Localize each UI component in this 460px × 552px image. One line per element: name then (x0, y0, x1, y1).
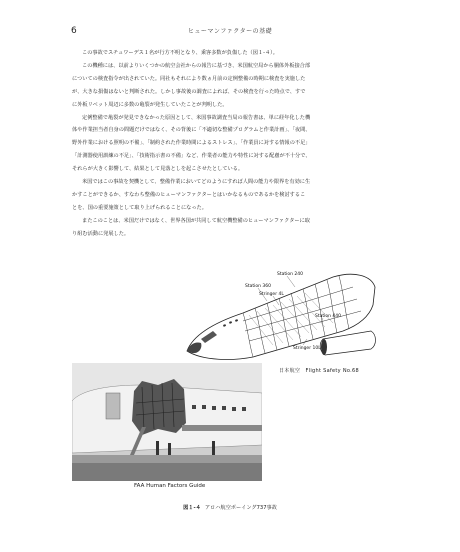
fuselage-cutaway-drawing (183, 265, 379, 361)
page-number: 6 (71, 26, 77, 36)
paragraph-line: かすことができるか、すなわち整備のヒューマンファクターとはいかなるものであるかを検討するこ (72, 191, 306, 198)
paragraph-line: 「計測器使用訓練の不足」、「技術指示書の不備」など、作業者の能力や特性に対する配慮が不十分で、 (72, 153, 311, 160)
paragraph-line: 定例整備で亀裂が発見できなかった原因として、米国事故調査当局の報告書は、単に経年化した機 (82, 114, 311, 121)
paragraph-line: に外板リベット周辺に多数の亀裂が発生していたことが判明した。 (72, 101, 228, 108)
running-head: ヒューマンファクターの基礎 (187, 28, 273, 35)
label-stringer-10l: Stringer 10L (293, 346, 321, 351)
paragraph-line: が、大きな損傷はないと判断された。しかし事故後の調査によれば、その検査を行った時点で、すで (72, 88, 306, 95)
engine-intake (321, 339, 327, 355)
label-station-360: Station 360 (245, 284, 272, 289)
credit-bottom: FAA Human Factors Guide (134, 483, 206, 489)
credit-top: 日本航空 Flight Safety No.68 (279, 368, 359, 374)
paragraph-line: それらが大きく影響して、結果として見落としを起こさせたとしている。 (72, 166, 244, 173)
label-station-240: Station 240 (277, 272, 304, 277)
body-text (72, 47, 388, 241)
aircraft-damage-photo (72, 363, 262, 481)
figure-caption (0, 504, 460, 511)
paragraph-line: 米国ではこの事故を契機として、整備作業においてどのようにすれば人間の能力や限界を有効に生 (82, 179, 311, 186)
engine-nacelle (320, 331, 375, 355)
paragraph-line: についての検査指令が出されていた。同社もそれにより数ヵ月前の定例整備の時期に検査を実施した (72, 75, 306, 82)
cockpit-window (201, 331, 217, 343)
paragraph-line: この事故でスチュワーデス１名が行方不明となり、乗客多数が負傷した（図１‐４）。 (82, 50, 278, 56)
caption-text: アロハ航空ボーイング737事故 (204, 505, 277, 511)
paragraph-line: この機種には、以前よりいくつかの航空会社からの報告に基づき、米国航空局から胴体外板接合部 (82, 62, 311, 69)
paragraph-line: とを、国の重要施策として取り上げられることになった。 (72, 204, 207, 211)
caption-number: 図１‐４ (183, 505, 201, 511)
label-station-440: Station 440 (315, 314, 342, 319)
paragraph-line: り組む活動に発展した。 (72, 230, 130, 237)
paragraph-line: 野外作業における照明の不備」、「制約された作業時間によるストレス」、「作業員に対する情報の不足」 (72, 140, 311, 147)
nose-cone (187, 342, 201, 353)
paragraph-line: またこのことは、米国だけではなく、世界各国が共同して航空機整備のヒューマンファクターに取 (82, 217, 310, 224)
paragraph-line: 体や作業担当者自身の問題だけではなく、その背後に「不適切な整備プログラムと作業計画」、「夜間、 (72, 127, 311, 134)
label-stringer-4l: Stringer 4L (259, 292, 284, 297)
